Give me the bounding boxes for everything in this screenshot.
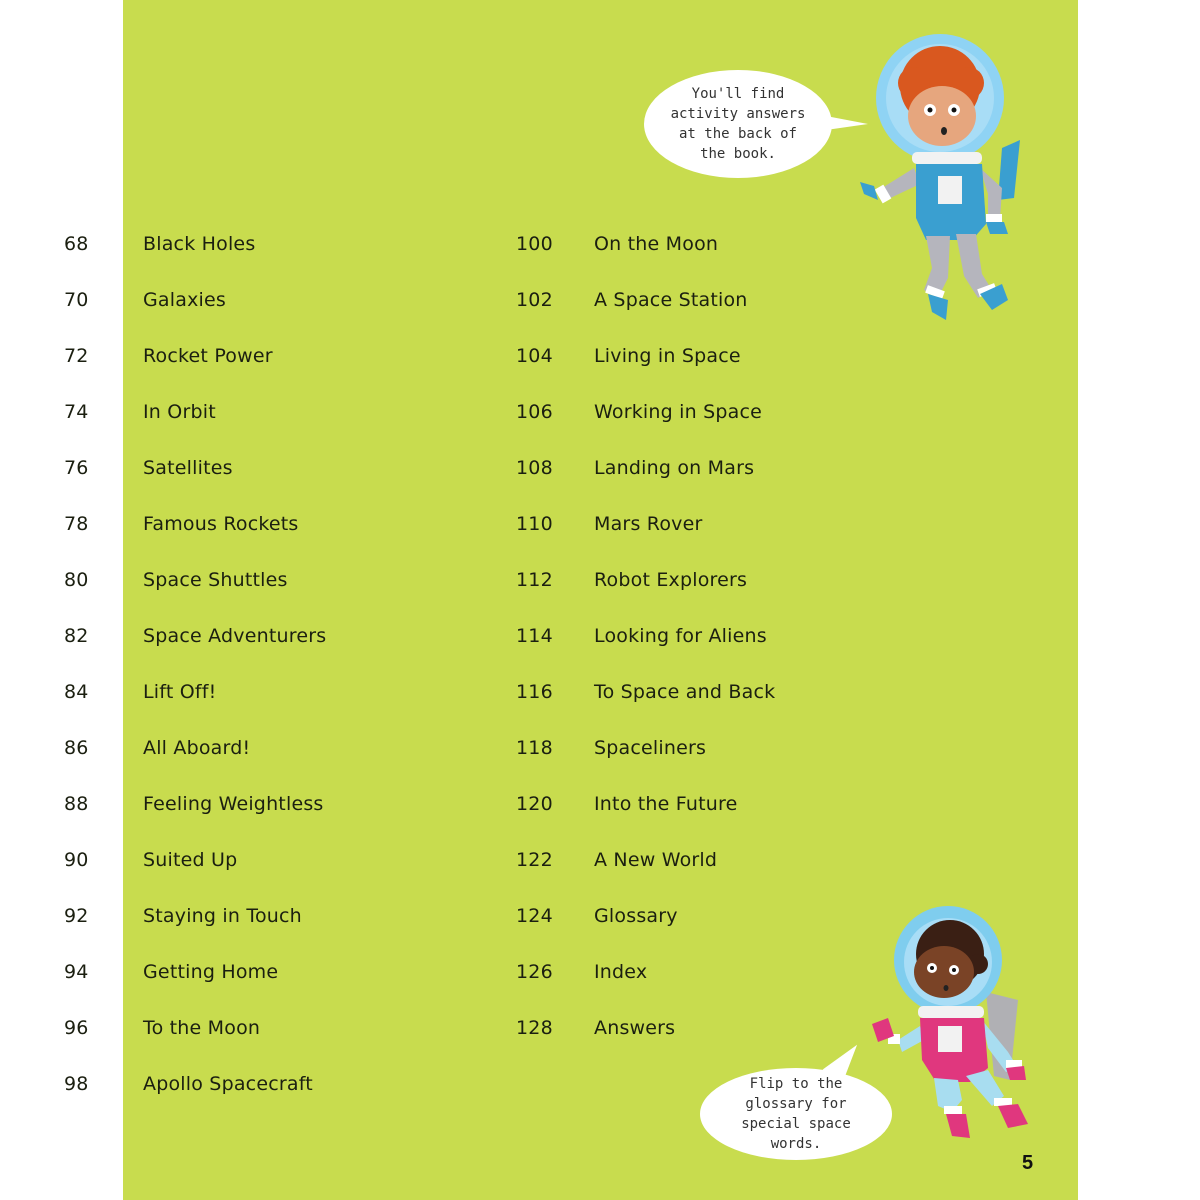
toc-chapter-title: Robot Explorers — [594, 569, 748, 591]
toc-page-number: 82 — [64, 625, 89, 647]
toc-chapter-title: Space Shuttles — [143, 569, 288, 591]
toc-entry — [64, 289, 484, 319]
toc-page-number: 100 — [516, 233, 553, 255]
toc-entry — [64, 681, 484, 711]
toc-page-number: 94 — [64, 961, 89, 983]
toc-page-number: 120 — [516, 793, 553, 815]
toc-chapter-title: Apollo Spacecraft — [143, 1073, 313, 1095]
toc-entry — [64, 961, 484, 991]
toc-chapter-title: Answers — [594, 1017, 676, 1039]
toc-chapter-title: Staying in Touch — [143, 905, 302, 927]
boy-astronaut-icon — [852, 28, 1032, 328]
toc-chapter-title: Suited Up — [143, 849, 238, 871]
page-number: 5 — [1022, 1152, 1034, 1174]
speech-bubble-answers — [644, 70, 832, 178]
toc-entry — [516, 793, 936, 823]
toc-page-number: 124 — [516, 905, 553, 927]
toc-entry — [516, 513, 936, 543]
toc-chapter-title: Black Holes — [143, 233, 256, 255]
toc-entry — [64, 401, 484, 431]
toc-chapter-title: All Aboard! — [143, 737, 251, 759]
toc-chapter-title: Living in Space — [594, 345, 741, 367]
toc-entry — [516, 849, 936, 879]
toc-chapter-title: Satellites — [143, 457, 233, 479]
toc-page-number: 74 — [64, 401, 89, 423]
toc-page-number: 108 — [516, 457, 553, 479]
toc-entry — [516, 401, 936, 431]
speech-bubble-text: Flip to the glossary for special space words. — [741, 1076, 851, 1152]
toc-page-number: 70 — [64, 289, 89, 311]
toc-entry — [516, 569, 936, 599]
toc-entry — [64, 1073, 484, 1103]
toc-page-number: 116 — [516, 681, 553, 703]
toc-chapter-title: Space Adventurers — [143, 625, 327, 647]
toc-chapter-title: In Orbit — [143, 401, 216, 423]
toc-page-number: 114 — [516, 625, 553, 647]
speech-bubble-glossary — [700, 1068, 892, 1160]
toc-entry — [64, 513, 484, 543]
toc-entry — [64, 233, 484, 263]
toc-chapter-title: Mars Rover — [594, 513, 703, 535]
toc-entry — [516, 457, 936, 487]
toc-page-number: 76 — [64, 457, 89, 479]
toc-chapter-title: Galaxies — [143, 289, 226, 311]
toc-entry — [64, 849, 484, 879]
toc-chapter-title: Getting Home — [143, 961, 279, 983]
toc-entry — [64, 345, 484, 375]
toc-chapter-title: Rocket Power — [143, 345, 273, 367]
toc-page-number: 104 — [516, 345, 553, 367]
toc-page-number: 72 — [64, 345, 89, 367]
toc-chapter-title: A Space Station — [594, 289, 748, 311]
toc-entry — [64, 625, 484, 655]
toc-page-number: 112 — [516, 569, 553, 591]
toc-chapter-title: Famous Rockets — [143, 513, 299, 535]
toc-page-number: 106 — [516, 401, 553, 423]
toc-chapter-title: Feeling Weightless — [143, 793, 324, 815]
toc-page-number: 68 — [64, 233, 89, 255]
toc-entry — [516, 681, 936, 711]
toc-page-number: 80 — [64, 569, 89, 591]
toc-page-number: 110 — [516, 513, 553, 535]
toc-chapter-title: To Space and Back — [594, 681, 776, 703]
toc-chapter-title: A New World — [594, 849, 718, 871]
toc-entry — [64, 457, 484, 487]
toc-chapter-title: Index — [594, 961, 648, 983]
toc-entry — [516, 737, 936, 767]
toc-entry — [64, 737, 484, 767]
toc-entry — [516, 345, 936, 375]
toc-entry — [64, 793, 484, 823]
toc-page-number: 96 — [64, 1017, 89, 1039]
toc-chapter-title: To the Moon — [143, 1017, 261, 1039]
toc-page-number: 86 — [64, 737, 89, 759]
speech-bubble-text: You'll find activity answers at the back of the book. — [670, 86, 806, 162]
toc-page-number: 88 — [64, 793, 89, 815]
toc-page-number: 92 — [64, 905, 89, 927]
toc-chapter-title: Working in Space — [594, 401, 762, 423]
toc-chapter-title: Looking for Aliens — [594, 625, 767, 647]
toc-page-number: 78 — [64, 513, 89, 535]
toc-page-number: 98 — [64, 1073, 89, 1095]
toc-chapter-title: Spaceliners — [594, 737, 707, 759]
toc-entry — [516, 625, 936, 655]
toc-entry — [64, 1017, 484, 1047]
toc-page-number: 122 — [516, 849, 553, 871]
toc-entry — [64, 905, 484, 935]
toc-page-number: 84 — [64, 681, 89, 703]
toc-chapter-title: Landing on Mars — [594, 457, 755, 479]
toc-page-number: 118 — [516, 737, 553, 759]
toc-entry — [64, 569, 484, 599]
toc-chapter-title: Glossary — [594, 905, 678, 927]
toc-page-number: 126 — [516, 961, 553, 983]
toc-chapter-title: On the Moon — [594, 233, 719, 255]
toc-page-number: 102 — [516, 289, 553, 311]
toc-page-number: 90 — [64, 849, 89, 871]
toc-chapter-title: Into the Future — [594, 793, 738, 815]
toc-chapter-title: Lift Off! — [143, 681, 217, 703]
toc-page-number: 128 — [516, 1017, 553, 1039]
